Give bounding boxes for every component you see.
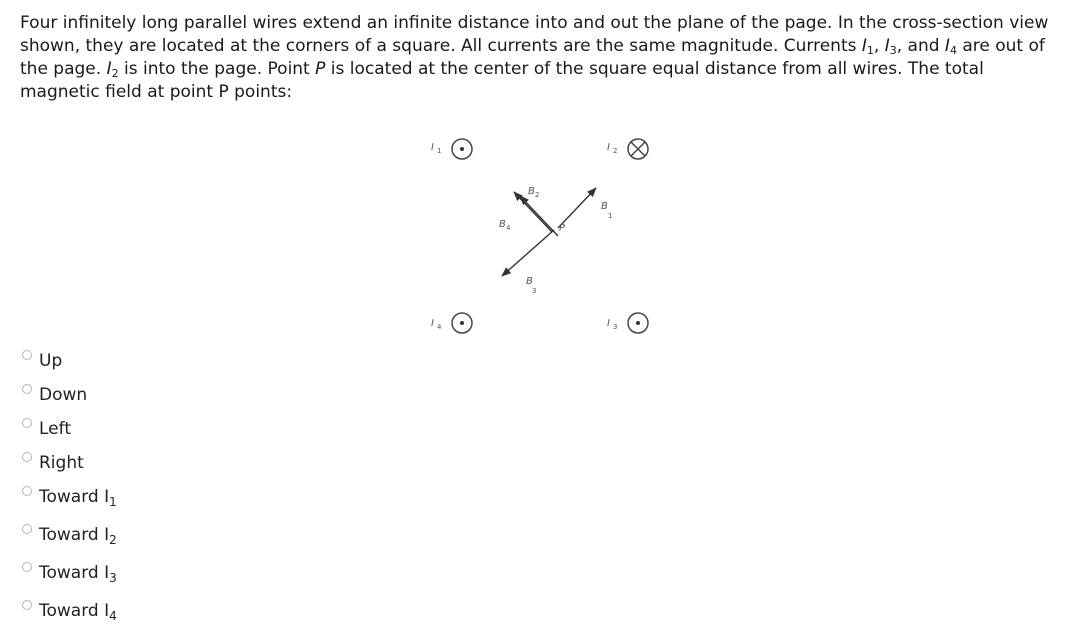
point-p-label: P [559, 223, 566, 234]
option-label [39, 524, 117, 546]
current-i4: I [944, 36, 950, 56]
option-label: Up [39, 351, 63, 371]
wire-i1-label: I [431, 142, 434, 153]
question-sep1: , [873, 36, 885, 56]
question-part2: are out of the page. [20, 36, 1045, 79]
current-i2: I [106, 59, 112, 79]
b1-label: B [601, 201, 608, 212]
point-p: P [315, 59, 326, 79]
b4-sub: 4 [506, 224, 511, 232]
b2-label: B [528, 186, 535, 197]
b2-sub: 2 [535, 191, 540, 199]
radio-button[interactable] [22, 452, 32, 462]
b1-sub: 1 [608, 212, 613, 220]
option-label [39, 562, 117, 584]
dot-icon [636, 321, 640, 325]
radio-button[interactable] [22, 524, 32, 534]
option-label: Down [39, 385, 88, 405]
wire-diagram [400, 128, 670, 343]
b3-label: B [526, 276, 533, 287]
question-part1: Four infinitely long parallel wires extend an infinite distance into and out the plane of the page. In the cross-section view shown, they are located at the corners of a square. All currents are the same magnitude. Currents [20, 13, 1049, 56]
option-sub: 2 [109, 533, 117, 547]
option-sub: 1 [109, 495, 117, 509]
radio-button[interactable] [22, 486, 32, 496]
radio-button[interactable] [22, 600, 32, 610]
option-sub: 3 [109, 571, 117, 585]
current-i1-sub: 1 [866, 44, 874, 57]
b4-arrow [520, 196, 558, 236]
wire-i3 [607, 313, 648, 333]
current-i1: I [861, 36, 867, 56]
wire-i3-label: I [607, 318, 610, 329]
option-text: Toward I [39, 525, 110, 545]
dot-icon [460, 321, 464, 325]
radio-button[interactable] [22, 384, 32, 394]
option-label: Right [39, 453, 84, 473]
wire-i2 [607, 139, 648, 159]
current-i2-sub: 2 [111, 67, 119, 80]
current-i3-sub: 3 [889, 44, 897, 57]
question-part4: is located at the center of the square equal distance from all wires. The total magnetic field at point P points: [20, 59, 984, 102]
option-label [39, 600, 117, 622]
dot-icon [460, 147, 464, 151]
b3-arrow [502, 230, 554, 276]
option-label [39, 486, 117, 508]
wire-i4-sub: 4 [437, 323, 442, 331]
wire-i1-sub: 1 [437, 147, 442, 155]
radio-button[interactable] [22, 418, 32, 428]
option-label: Left [39, 419, 71, 439]
wire-i2-sub: 2 [613, 147, 618, 155]
current-i4-sub: 4 [949, 44, 957, 57]
wire-i3-sub: 3 [613, 323, 618, 331]
question-part3: is into the page. Point [118, 59, 316, 79]
current-i3: I [884, 36, 890, 56]
radio-button[interactable] [22, 562, 32, 572]
wire-i4-label: I [431, 318, 434, 329]
option-text: Toward I [39, 487, 110, 507]
option-text: Toward I [39, 601, 110, 621]
b3-sub: 3 [532, 287, 537, 295]
question-sep2: , and [896, 36, 945, 56]
radio-button[interactable] [22, 350, 32, 360]
b2-arrow [514, 192, 552, 232]
b1-arrow [558, 188, 596, 228]
wire-i2-label: I [607, 142, 610, 153]
b4-label: B [499, 219, 506, 230]
wire-i4 [431, 313, 472, 333]
option-text: Toward I [39, 563, 110, 583]
option-sub: 4 [109, 609, 117, 623]
wire-i1 [431, 139, 472, 159]
question-text [20, 12, 1060, 104]
